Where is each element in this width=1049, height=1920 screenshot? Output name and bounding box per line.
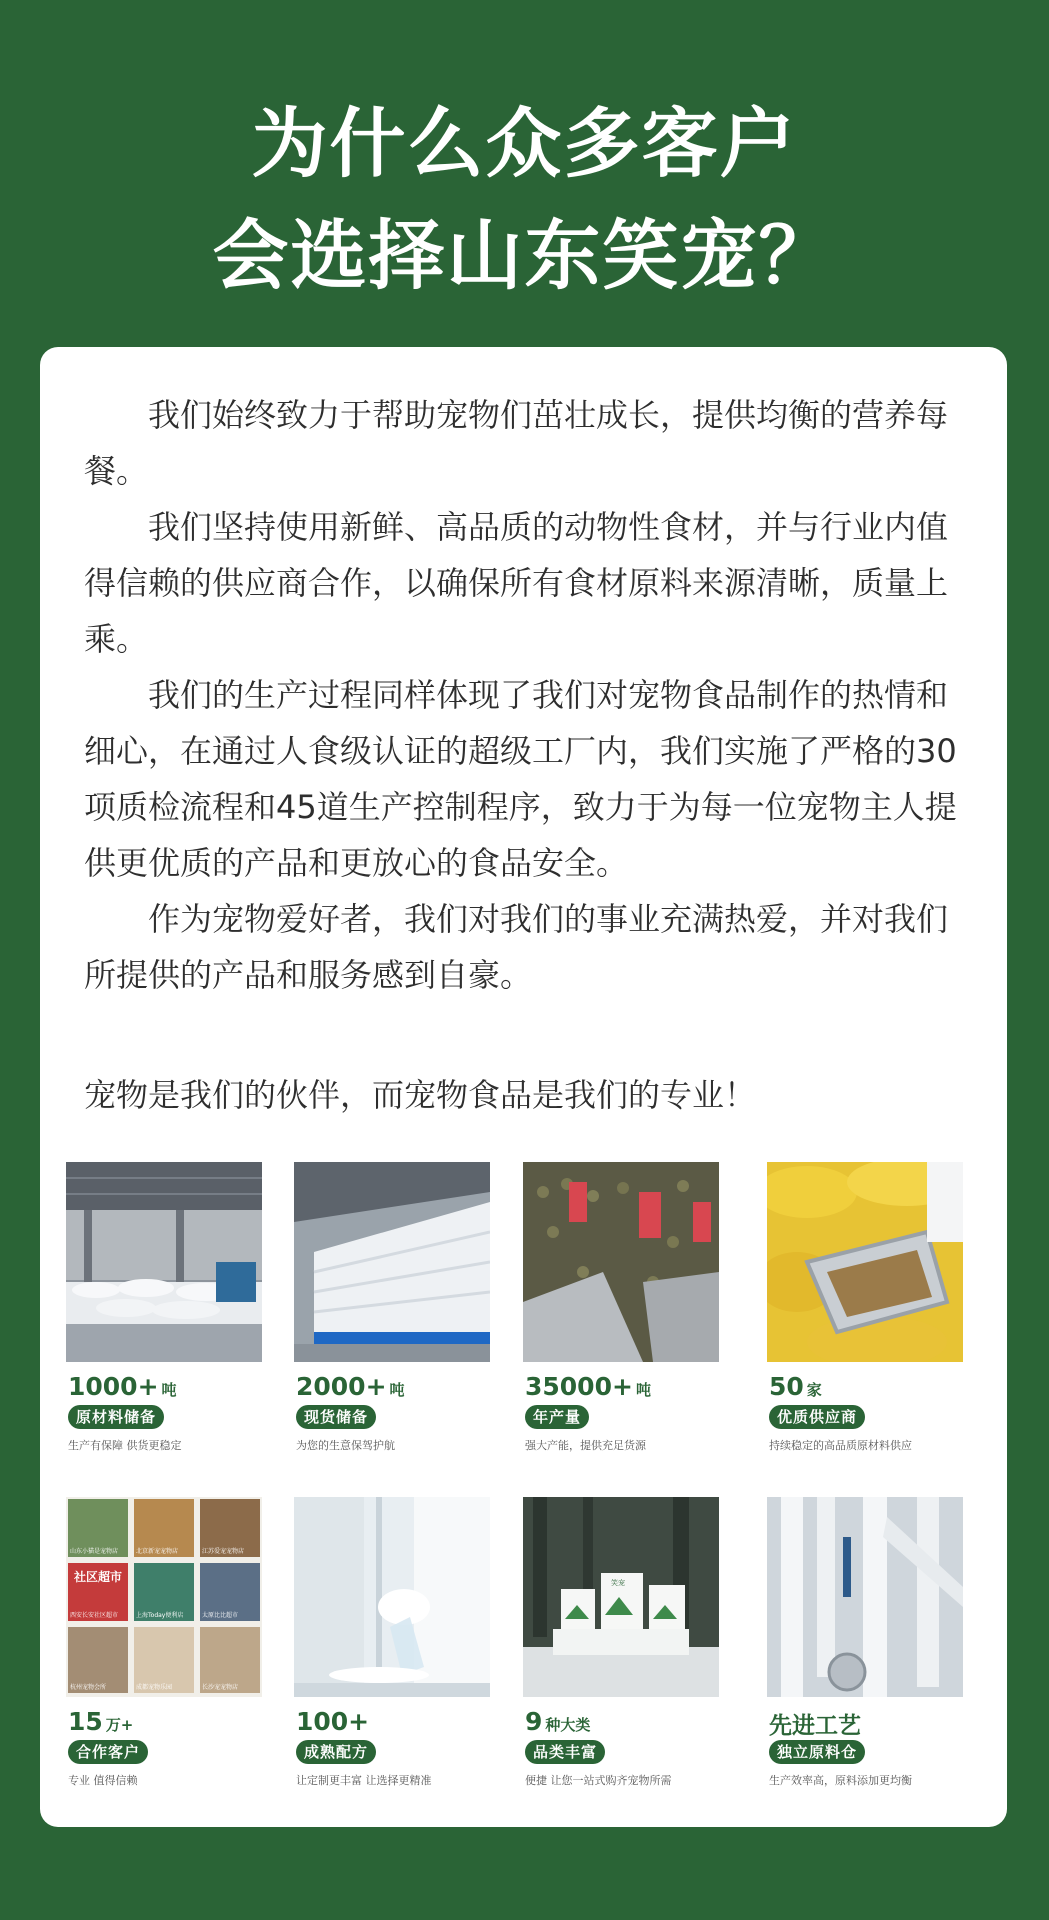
store-caption: 社区超市 (74, 1570, 123, 1584)
page-headline (0, 88, 1049, 312)
feature-badge: 优质供应商 (769, 1405, 865, 1429)
feature-desc: 让定制更丰富 让选择更精准 (296, 1774, 432, 1787)
slogan: 宠物是我们的伙伴，而宠物食品是我们的专业！ (84, 1076, 757, 1114)
intro-paragraph: 作为宠物爱好者，我们对我们的事业充满热爱，并对我们所提供的产品和服务感到自豪。 (84, 900, 949, 994)
feature-desc: 便捷 让您一站式购齐宠物所需 (525, 1774, 672, 1787)
feature-desc: 为您的生意保驾护航 (296, 1439, 395, 1452)
sample-tray-photo (767, 1162, 963, 1362)
feature-badge: 品类丰富 (525, 1740, 605, 1764)
intro-paragraph: 我们的生产过程同样体现了我们对宠物食品制作的热情和细心，在通过人食级认证的超级工厂内，我们实施了严格的30项质检流程和45道生产控制程序，致力于为每一位宠物主人提供更优质的产品和更放心的食品安全。 (84, 676, 957, 882)
feature-badge: 原材料储备 (68, 1405, 164, 1429)
stat-value: 35000+ 吨 (525, 1372, 651, 1401)
feature-desc: 强大产能，提供充足货源 (525, 1439, 646, 1452)
stock-photo (294, 1162, 490, 1362)
feature-badge: 独立原料仓 (769, 1740, 865, 1764)
intro-paragraph: 我们始终致力于帮助宠物们茁壮成长，提供均衡的营养每餐。 (84, 396, 949, 490)
feature-desc: 生产有保障 供货更稳定 (68, 1439, 182, 1452)
feature-badge: 现货储备 (296, 1405, 376, 1429)
stat-value: 2000+ 吨 (296, 1372, 405, 1401)
feature-desc: 持续稳定的高品质原材料供应 (769, 1439, 912, 1452)
partner-stores-photo (66, 1497, 262, 1697)
lab-photo (294, 1497, 490, 1697)
headline-line-1: 为什么众多客户 (251, 99, 798, 188)
production-line-photo (523, 1162, 719, 1362)
intro-paragraph: 我们坚持使用新鲜、高品质的动物性食材，并与行业内值得信赖的供应商合作，以确保所有食材原料来源清晰，质量上乘。 (84, 508, 949, 658)
feature-badge: 成熟配方 (296, 1740, 376, 1764)
stat-value: 先进工艺 (769, 1713, 861, 1739)
store-caption: 太原比比超市 (202, 1612, 239, 1619)
feature-badge: 合作客户 (68, 1740, 148, 1764)
store-caption: 西安长安社区超市 (70, 1612, 119, 1619)
store-caption: 江苏爱宠宠物店 (202, 1548, 245, 1555)
store-caption: 成都宠物乐园 (136, 1684, 173, 1691)
box-label: 笑宠 (611, 1579, 625, 1587)
feature-badge: 年产量 (525, 1405, 589, 1429)
headline-line-2: 会选择山东笑宠？ (212, 211, 837, 300)
store-caption: 上海Today便利店 (136, 1612, 184, 1619)
stat-value: 50 家 (769, 1372, 822, 1401)
stat-value: 9 种大类 (525, 1707, 591, 1736)
feature-desc: 专业 值得信赖 (68, 1774, 138, 1787)
pipes-photo (767, 1497, 963, 1697)
store-caption: 山东小猫是宠物店 (70, 1548, 119, 1555)
store-caption: 长沙宠宠物店 (202, 1684, 239, 1691)
product-boxes-photo (523, 1497, 719, 1697)
content-card (40, 347, 1007, 1827)
stat-value: 15 万+ (68, 1707, 134, 1736)
intro-text (84, 387, 964, 1003)
store-caption: 杭州宠物会所 (70, 1684, 107, 1691)
store-caption: 北京新宠宠物店 (136, 1548, 179, 1555)
feature-desc: 生产效率高，原料添加更均衡 (769, 1774, 912, 1787)
stat-value: 100+ (296, 1707, 370, 1736)
warehouse-photo (66, 1162, 262, 1362)
stat-value: 1000+ 吨 (68, 1372, 177, 1401)
